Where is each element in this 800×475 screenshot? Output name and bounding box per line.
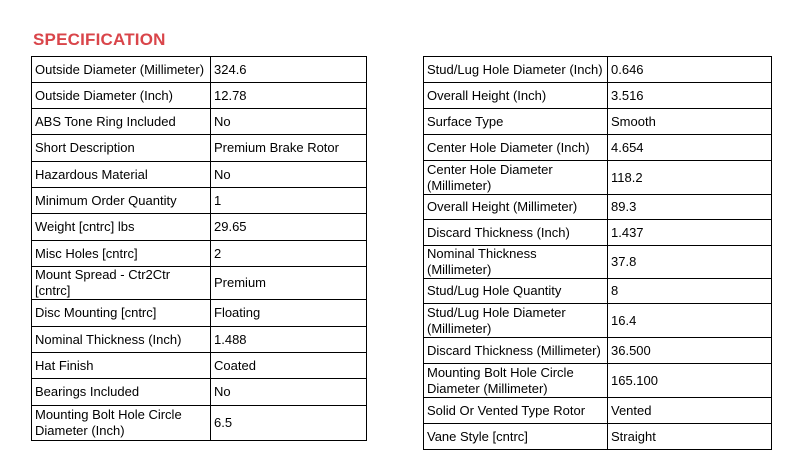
spec-label: Hazardous Material bbox=[32, 162, 211, 188]
spec-label: Discard Thickness (Inch) bbox=[424, 220, 608, 246]
spec-label: Hat Finish bbox=[32, 353, 211, 379]
table-row bbox=[32, 83, 367, 109]
table-row bbox=[424, 109, 772, 135]
spec-value: 29.65 bbox=[211, 214, 367, 241]
spec-label: ABS Tone Ring Included bbox=[32, 109, 211, 135]
spec-value: 1.437 bbox=[608, 220, 772, 246]
spec-value: 37.8 bbox=[608, 246, 772, 279]
table-row bbox=[32, 188, 367, 214]
spec-label: Minimum Order Quantity bbox=[32, 188, 211, 214]
spec-value: 16.4 bbox=[608, 304, 772, 338]
table-row bbox=[32, 135, 367, 162]
table-row bbox=[32, 162, 367, 188]
spec-label: Mount Spread - Ctr2Ctr [cntrc] bbox=[32, 267, 211, 300]
table-row bbox=[32, 353, 367, 379]
table-row bbox=[424, 338, 772, 364]
spec-label: Overall Height (Millimeter) bbox=[424, 195, 608, 220]
spec-label: Center Hole Diameter (Inch) bbox=[424, 135, 608, 161]
table-row bbox=[424, 424, 772, 450]
spec-value: Straight bbox=[608, 424, 772, 450]
spec-label: Vane Style [cntrc] bbox=[424, 424, 608, 450]
spec-value: Vented bbox=[608, 398, 772, 424]
spec-value: 0.646 bbox=[608, 57, 772, 83]
spec-label: Weight [cntrc] lbs bbox=[32, 214, 211, 241]
spec-value: No bbox=[211, 109, 367, 135]
page-title: SPECIFICATION bbox=[33, 30, 166, 49]
spec-value: Coated bbox=[211, 353, 367, 379]
spec-value: 4.654 bbox=[608, 135, 772, 161]
spec-label: Solid Or Vented Type Rotor bbox=[424, 398, 608, 424]
table-row bbox=[424, 364, 772, 398]
table-row bbox=[32, 267, 367, 300]
spec-label: Short Description bbox=[32, 135, 211, 162]
spec-value: No bbox=[211, 379, 367, 406]
spec-value: 1 bbox=[211, 188, 367, 214]
spec-label: Stud/Lug Hole Quantity bbox=[424, 279, 608, 304]
table-row bbox=[424, 83, 772, 109]
spec-value: 2 bbox=[211, 241, 367, 267]
table-row bbox=[32, 406, 367, 441]
spec-label: Misc Holes [cntrc] bbox=[32, 241, 211, 267]
spec-value: 165.100 bbox=[608, 364, 772, 398]
table-row bbox=[32, 379, 367, 406]
spec-label: Discard Thickness (Millimeter) bbox=[424, 338, 608, 364]
table-row bbox=[424, 161, 772, 195]
spec-value: Smooth bbox=[608, 109, 772, 135]
spec-label: Outside Diameter (Inch) bbox=[32, 83, 211, 109]
spec-value: 8 bbox=[608, 279, 772, 304]
table-row bbox=[424, 57, 772, 83]
table-row bbox=[424, 279, 772, 304]
spec-value: 12.78 bbox=[211, 83, 367, 109]
table-row bbox=[424, 398, 772, 424]
table-row bbox=[32, 214, 367, 241]
spec-value: 118.2 bbox=[608, 161, 772, 195]
spec-value: 1.488 bbox=[211, 327, 367, 353]
spec-value: 36.500 bbox=[608, 338, 772, 364]
spec-value: 324.6 bbox=[211, 57, 367, 83]
spec-value: Premium Brake Rotor bbox=[211, 135, 367, 162]
spec-value: 89.3 bbox=[608, 195, 772, 220]
spec-label: Disc Mounting [cntrc] bbox=[32, 300, 211, 327]
spec-table-right bbox=[423, 56, 772, 450]
table-row bbox=[32, 300, 367, 327]
spec-label: Center Hole Diameter (Millimeter) bbox=[424, 161, 608, 195]
spec-label: Overall Height (Inch) bbox=[424, 83, 608, 109]
spec-label: Stud/Lug Hole Diameter (Millimeter) bbox=[424, 304, 608, 338]
spec-value: Premium bbox=[211, 267, 367, 300]
spec-label: Bearings Included bbox=[32, 379, 211, 406]
spec-label: Nominal Thickness (Millimeter) bbox=[424, 246, 608, 279]
spec-value: No bbox=[211, 162, 367, 188]
spec-label: Mounting Bolt Hole Circle Diameter (Inch) bbox=[32, 406, 211, 441]
spec-value: Floating bbox=[211, 300, 367, 327]
table-row bbox=[32, 241, 367, 267]
table-row bbox=[32, 57, 367, 83]
spec-label: Mounting Bolt Hole Circle Diameter (Millimeter) bbox=[424, 364, 608, 398]
spec-table-left bbox=[31, 56, 367, 441]
table-row bbox=[32, 109, 367, 135]
spec-label: Outside Diameter (Millimeter) bbox=[32, 57, 211, 83]
spec-label: Stud/Lug Hole Diameter (Inch) bbox=[424, 57, 608, 83]
spec-label: Nominal Thickness (Inch) bbox=[32, 327, 211, 353]
table-row bbox=[424, 195, 772, 220]
table-row bbox=[32, 327, 367, 353]
spec-label: Surface Type bbox=[424, 109, 608, 135]
table-row bbox=[424, 304, 772, 338]
table-row bbox=[424, 220, 772, 246]
table-row bbox=[424, 135, 772, 161]
spec-value: 3.516 bbox=[608, 83, 772, 109]
spec-value: 6.5 bbox=[211, 406, 367, 441]
table-row bbox=[424, 246, 772, 279]
